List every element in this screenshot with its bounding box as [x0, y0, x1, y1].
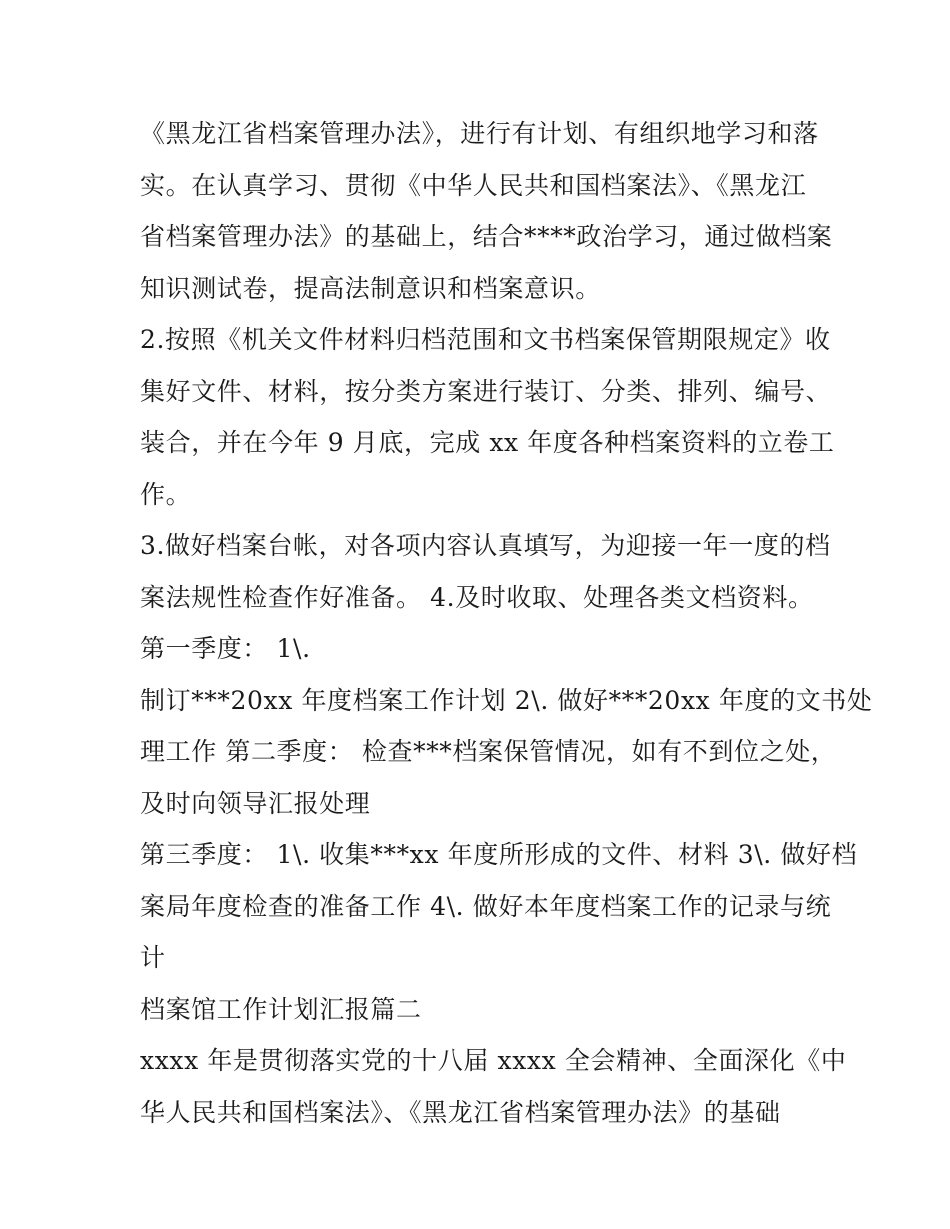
- section-heading: 档案馆工作计划汇报篇二: [140, 994, 422, 1024]
- text-line: 3.做好档案台帐，对各项内容认真填写，为迎接一年一度的档: [140, 531, 831, 560]
- text-line: 装合，并在今年 9 月底，完成 xx 年度各种档案资料的立卷工: [140, 428, 835, 457]
- text-line: 2.按照《机关文件材料归档范围和文书档案保管期限规定》收: [140, 325, 831, 354]
- text-line: 案法规性检查作好准备。 4.及时收取、处理各类文档资料。: [140, 582, 814, 612]
- text-line: 实。在认真学习、贯彻《中华人民共和国档案法》、《黑龙江: [140, 170, 807, 200]
- text-line: 集好文件、材料，按分类方案进行装订、分类、排列、编号、: [140, 376, 832, 406]
- text-line: 作。: [140, 479, 192, 509]
- text-line: 省档案管理办法》的基础上，结合****政治学习，通过做档案: [140, 222, 833, 251]
- text-line: 计: [140, 943, 166, 972]
- text-line: 及时向领导汇报处理: [140, 788, 371, 818]
- text-line: 案局年度检查的准备工作 4\. 做好本年度档案工作的记录与统: [140, 891, 832, 921]
- text-line: 华人民共和国档案法》、《黑龙江省档案管理办法》的基础: [140, 1097, 781, 1127]
- text-line: 理工作 第二季度： 检查***档案保管情况，如有不到位之处，: [140, 737, 837, 766]
- text-line: xxxx 年是贯彻落实党的十八届 xxxx 全会精神、全面深化《中: [140, 1046, 847, 1075]
- text-line: 《黑龙江省档案管理办法》，进行有计划、有组织地学习和落: [140, 119, 819, 148]
- text-line: 第三季度： 1\. 收集***xx 年度所形成的文件、材料 3\. 做好档: [140, 840, 858, 869]
- document-body: [140, 108, 873, 1138]
- text-line: 第一季度： 1\.: [140, 634, 311, 663]
- text-line: 知识测试卷，提高法制意识和档案意识。: [140, 273, 601, 303]
- text-line: 制订***20xx 年度档案工作计划 2\. 做好***20xx 年度的文书处: [140, 685, 873, 715]
